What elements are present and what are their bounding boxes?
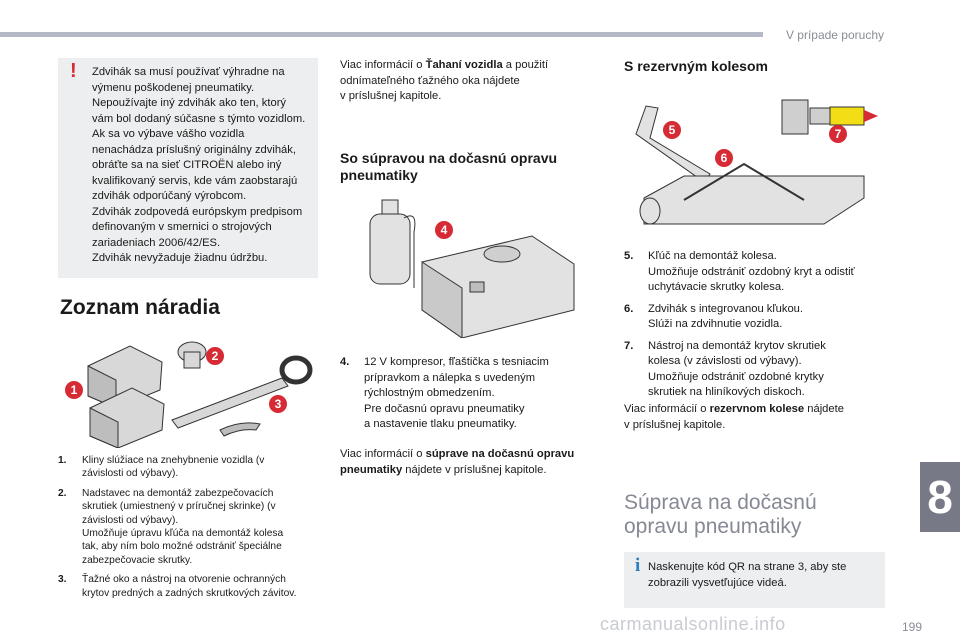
spare-wheel-illustration [624,94,886,232]
spare-wheel-heading: S rezervným kolesom [624,58,768,74]
badge-7: 7 [834,127,842,141]
list-item: 7. Nástroj na demontáž krytov skrutiek kolesa (v závislosti od výbavy). Umožňuje odstrániť ozdobné krytky skrutiek na hliníkových diskoch. [624,339,826,398]
badge-3: 3 [274,397,282,411]
towing-reference: Viac informácií o Ťahaní vozidla a použití odnímateľného ťažného oka nájdete v príslušnej kapitole. [340,59,549,102]
warning-line: kvalifikovaný servis, kde vám zaobstarajú [92,174,298,187]
watermark: carmanualsonline.info [600,614,786,634]
list-item: 5. Kľúč na demontáž kolesa. Umožňuje odstrániť ozdobný kryt a odistiť uchytávacie skrutky kolesa. [624,250,855,293]
list-item: 1. Kliny slúžiace na znehybnenie vozidla (v závislosti od výbavy). [58,455,265,480]
page-number: 199 [901,620,922,634]
repair-kit-illustration [352,192,602,338]
badge-1: 1 [70,383,78,397]
warning-line: Nepoužívajte iný zdvihák ako ten, ktorý [92,97,287,109]
tools-heading: Zoznam náradia [60,296,220,319]
warning-line: Zdvihák sa musí používať výhradne na [92,66,285,78]
warning-line: nenachádza príslušný originálny zdvihák, [92,143,296,156]
badge-5: 5 [668,123,676,137]
warning-line: Ak sa vo výbave vášho vozidla [92,128,245,140]
exclamation-icon: ! [70,60,77,82]
header-bar [0,32,763,37]
tools-illustration [60,326,320,448]
chapter-tab: 8 [920,462,960,532]
badge-6: 6 [720,151,728,165]
badge-4: 4 [440,223,448,237]
list-item: 3. Ťažné oko a nástroj na otvorenie ochranných krytov predných a zadných skrutkových závitov. [58,574,297,599]
tools-list [58,454,320,606]
spare-reference: Viac informácií o rezervnom kolese nájdete v príslušnej kapitole. [624,403,844,431]
warning-line: obráťte sa na sieť CITROËN alebo iný [92,159,282,171]
warning-line: Zdvihák zodpovedá európskym predpisom [92,205,303,218]
list-item: 4. 12 V kompresor, fľaštička s tesniacim prípravkom a nálepka s uvedeným rýchlostným obmedzením. Pre dočasnú opravu pneumatiky a nastavenie tlaku pneumatiky. [340,356,549,430]
warning-line: zariadeniach 2006/42/ES. [92,236,221,249]
section-title: V prípade poruchy [785,28,884,42]
kit-list [340,355,612,439]
kit-heading: So súpravou na dočasnú opravu pneumatiky [340,150,558,183]
kit-reference: Viac informácií o súprave na dočasnú opravu pneumatiky nájdete v príslušnej kapitole. [340,448,575,476]
warning-box [58,58,318,278]
warning-line: definovaným v smernici o strojových [92,221,272,233]
warning-line: Zdvihák nevyžaduje žiadnu údržbu. [92,252,268,264]
badge-2: 2 [211,349,219,363]
warning-line: zdvihák odporúčaný výrobcom. [92,190,247,202]
spare-list [624,249,886,407]
list-item: 6. Zdvihák s integrovanou kľukou. Slúži na zdvihnutie vozidla. [624,302,804,330]
warning-line: výmenu poškodenej pneumatiky. [92,81,255,94]
info-icon: i [635,555,641,576]
repair-kit-subtitle: Súprava na dočasnú opravu pneumatiky [624,491,817,538]
info-box: i Naskenujte kód QR na strane 3, aby ste zobrazili vysvetľujúce videá. [624,552,885,608]
list-item: 2. Nadstavec na demontáž zabezpečovacích skrutiek (umiestnený v príručnej skrinke) (v závislosti od výbavy). Umožňuje úpravu kľúča na demontáž kolesa tak, aby ním bolo možné odstrániť špeciálne zabezpečovacie skrutky. [58,487,284,566]
warning-line: vám bol dodaný súčasne s týmto vozidlom. [92,112,306,125]
